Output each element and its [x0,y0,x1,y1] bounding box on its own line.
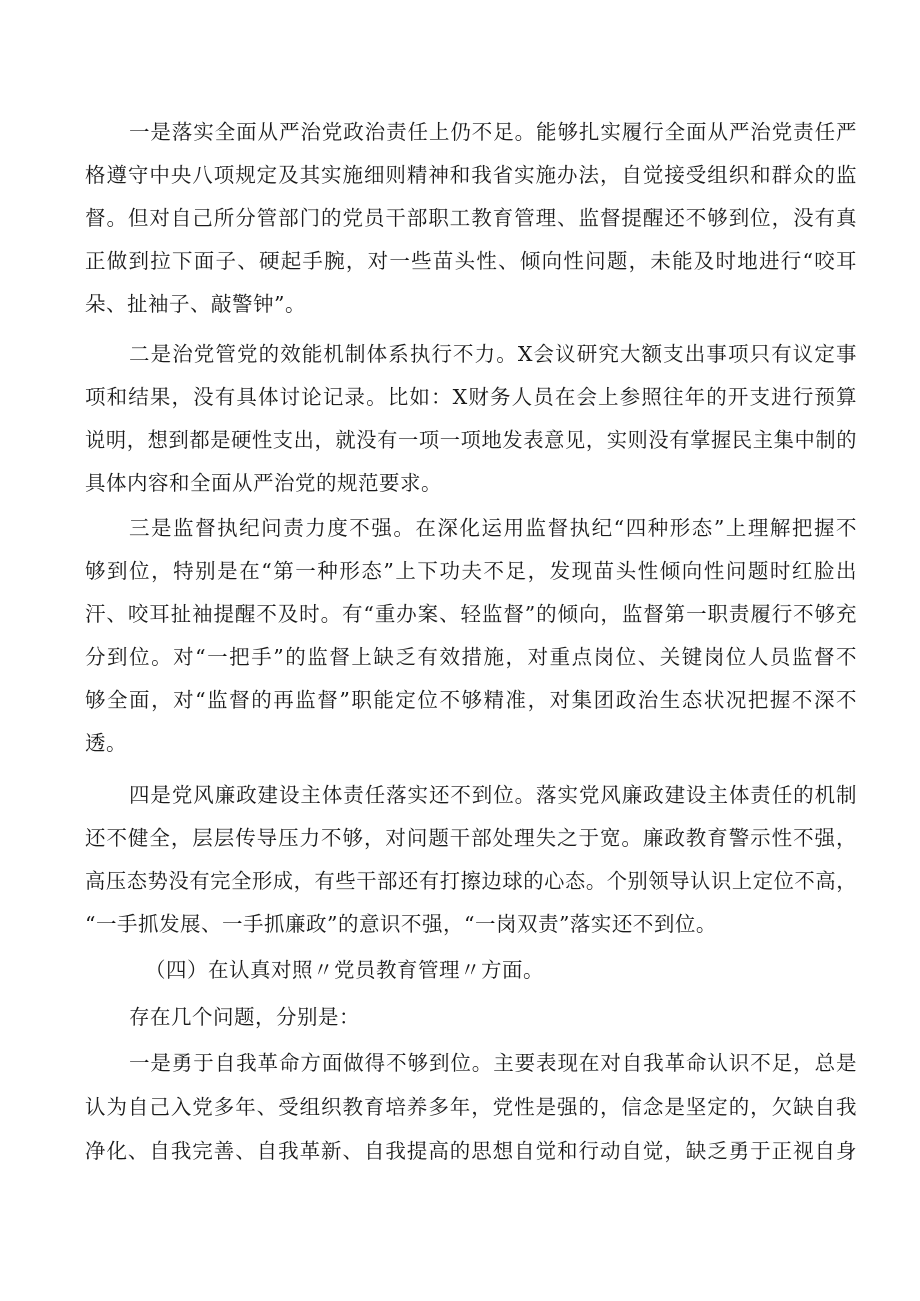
paragraph-6-line-1: 一是勇于自我革命方面做得不够到位。主要表现在对自我革命认识不足，总是 [129,1051,857,1075]
paragraph-4-line-1: 四是党风廉政建设主体责任落实还不到位。落实党风廉政建设主体责任的机制 [129,783,857,807]
paragraph-3-line-4: 分到位。对“一把手”的监督上缺乏有效措施，对重点岗位、关键岗位人员监督不 [85,645,857,669]
paragraph-2-line-1: 二是治党管党的效能机制体系执行不力。X会议研究大额支出事项只有议定事 [129,342,857,366]
paragraph-3-line-6: 透。 [85,731,127,755]
paragraph-1-line-4: 正做到拉下面子、硬起手腕，对一些苗头性、倾向性问题，未能及时地进行“咬耳 [85,249,857,273]
paragraph-4-line-2: 还不健全，层层传导压力不够，对问题干部处理失之于宽。廉政教育警示性不强， [85,826,857,850]
paragraph-1-line-2: 格遵守中央八项规定及其实施细则精神和我省实施办法，自觉接受组织和群众的监 [85,163,857,187]
section-heading: （四）在认真对照〃党员教育管理〃方面。 [145,958,544,982]
paragraph-3-line-2: 够到位，特别是在“第一种形态”上下功夫不足，发现苗头性倾向性问题时红脸出 [85,559,857,583]
paragraph-1-line-1: 一是落实全面从严治党政治责任上仍不足。能够扎实履行全面从严治党责任严 [129,120,857,144]
paragraph-1-line-5: 朵、扯袖子、敲警钟”。 [85,292,306,316]
paragraph-6-line-3: 净化、自我完善、自我革新、自我提高的思想自觉和行动自觉，缺乏勇于正视自身 [85,1139,857,1163]
paragraph-4-line-3: 高压态势没有完全形成，有些干部还有打擦边球的心态。个别领导认识上定位不高， [85,869,857,893]
paragraph-2-line-4: 具体内容和全面从严治党的规范要求。 [85,471,442,495]
paragraph-2-line-3: 说明，想到都是硬性支出，就没有一项一项地发表意见，实则没有掌握民主集中制的 [85,428,857,452]
paragraph-3-line-5: 够全面，对“监督的再监督”职能定位不够精准，对集团政治生态状况把握不深不 [85,688,857,712]
paragraph-2-line-2: 项和结果，没有具体讨论记录。比如：X财务人员在会上参照往年的开支进行预算 [85,385,857,409]
paragraph-3-line-1: 三是监督执纪问责力度不强。在深化运用监督执纪“四种形态”上理解把握不 [129,516,857,540]
paragraph-6-line-2: 认为自己入党多年、受组织教育培养多年，党性是强的，信念是坚定的，欠缺自我 [85,1095,857,1119]
paragraph-5-line-1: 存在几个问题，分别是： [129,1005,360,1029]
paragraph-3-line-3: 汗、咬耳扯袖提醒不及时。有“重办案、轻监督”的倾向，监督第一职责履行不够充 [85,602,857,626]
paragraph-4-line-4: “一手抓发展、一手抓廉政”的意识不强，“一岗双责”落实还不到位。 [85,912,717,936]
paragraph-1-line-3: 督。但对自己所分管部门的党员干部职工教育管理、监督提醒还不够到位，没有真 [85,206,857,230]
